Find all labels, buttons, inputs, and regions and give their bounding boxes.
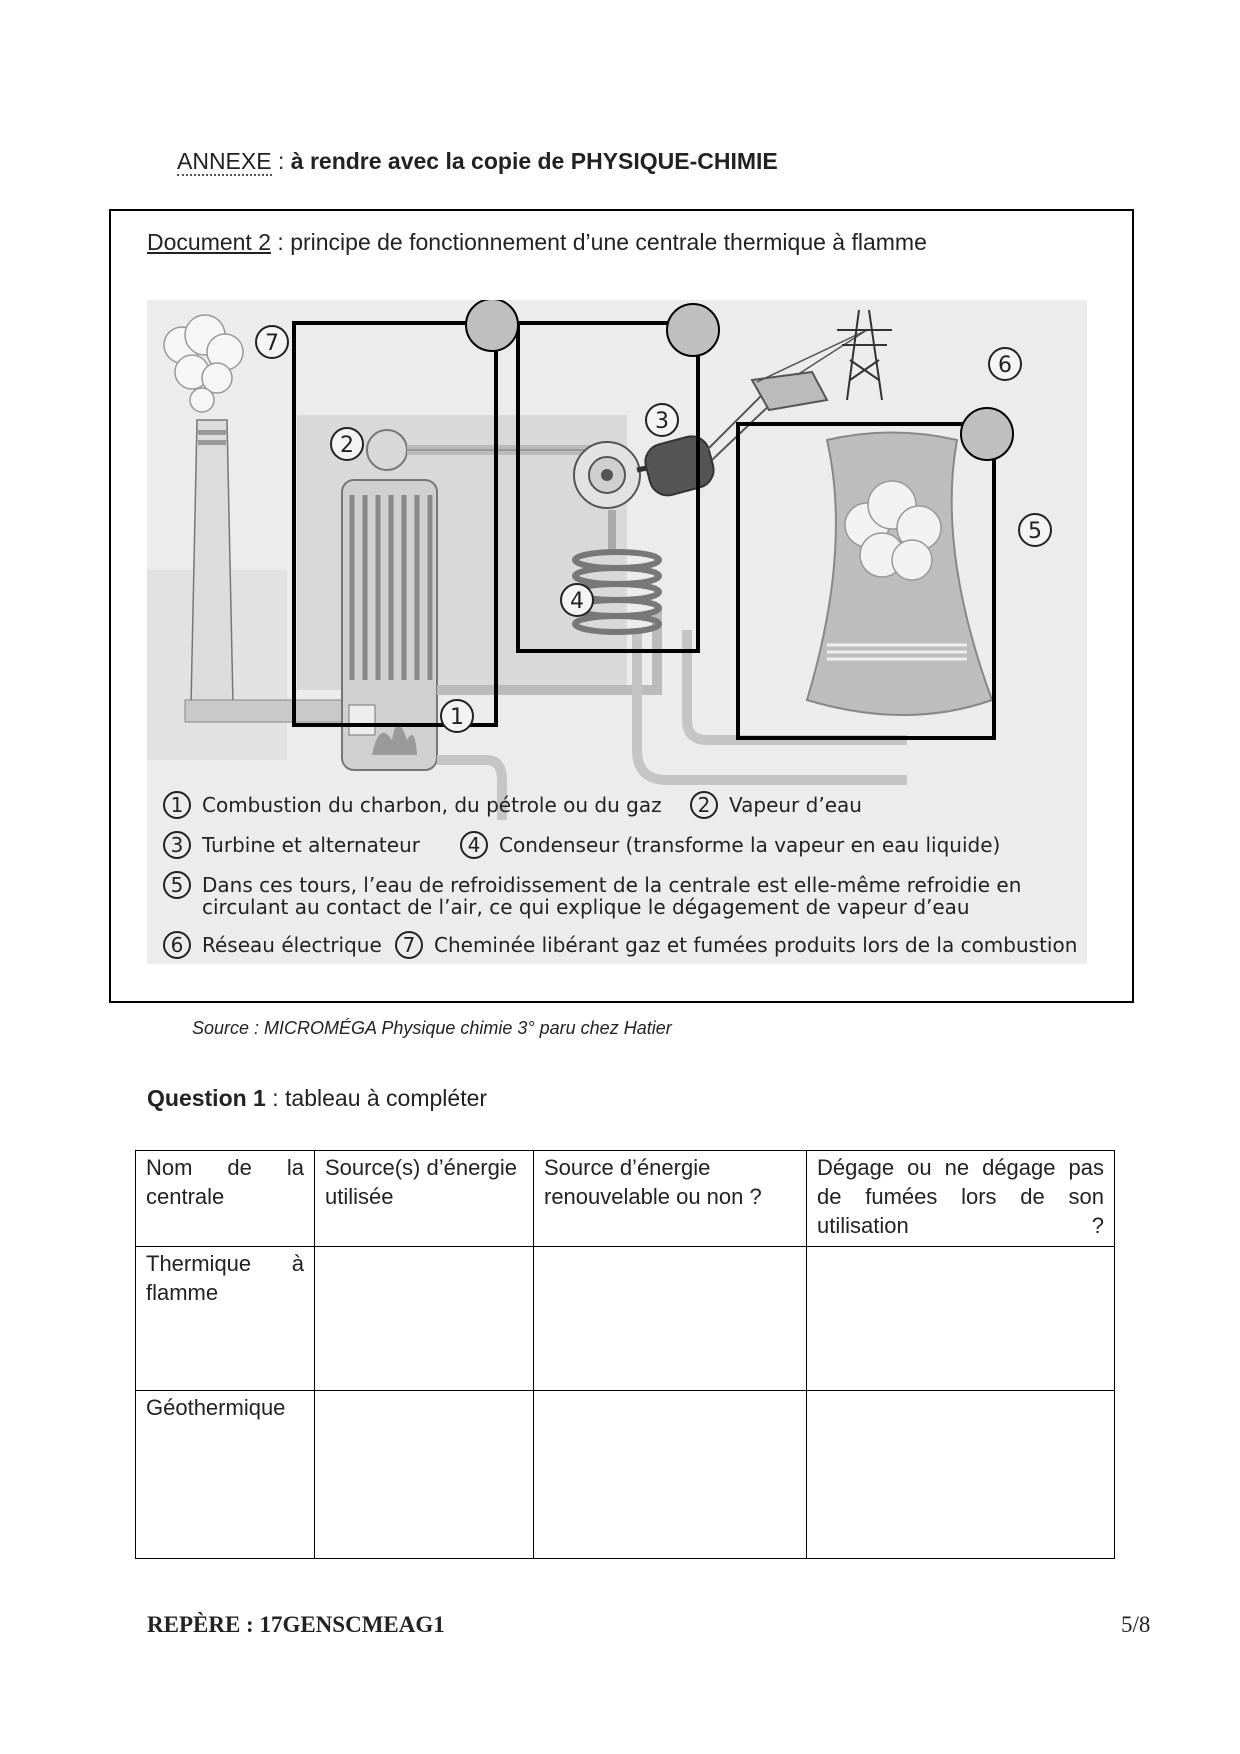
question-title (147, 1085, 487, 1112)
svg-text:2: 2 (697, 793, 711, 817)
header-renewable: Source d’énergie renouvelable ou non ? (534, 1151, 807, 1247)
marker-4 (561, 584, 593, 616)
svg-text:Combustion du charbon, du pétr: Combustion du charbon, du pétrole ou du gaz (202, 793, 662, 817)
marker-2 (331, 428, 363, 460)
marker-6 (989, 348, 1021, 380)
answer-table (135, 1150, 1115, 1559)
question-text: tableau à compléter (285, 1085, 488, 1111)
svg-text:Cheminée libérant gaz et fumée: Cheminée libérant gaz et fumées produits lors de la combustion (434, 933, 1078, 957)
table-row (136, 1247, 1115, 1391)
svg-text:Vapeur d’eau: Vapeur d’eau (729, 793, 862, 817)
legend-item-1 (164, 792, 662, 818)
annexe-text: à rendre avec la copie de PHYSIQUE-CHIMIE (290, 148, 778, 174)
answer-cell[interactable] (807, 1247, 1115, 1391)
row-name-thermique: Thermique à flamme (136, 1247, 315, 1391)
svg-text:7: 7 (402, 933, 416, 957)
turbine-icon (574, 442, 640, 508)
marker-1 (441, 700, 473, 732)
svg-text:5: 5 (170, 873, 184, 897)
svg-text:6: 6 (998, 353, 1012, 378)
marker-7 (256, 326, 288, 358)
boiler-icon (342, 430, 437, 770)
svg-text:2: 2 (340, 433, 354, 458)
question-label: Question 1 (147, 1085, 266, 1111)
svg-text:4: 4 (467, 833, 481, 857)
svg-text:6: 6 (170, 933, 184, 957)
document-separator: : (271, 229, 291, 255)
answer-cell[interactable] (315, 1247, 534, 1391)
annexe-label: ANNEXE (177, 148, 272, 174)
answer-cell[interactable] (534, 1247, 807, 1391)
table-row (136, 1391, 1115, 1559)
svg-text:Turbine et alternateur: Turbine et alternateur (202, 833, 420, 857)
row-name-geothermique: Géothermique (136, 1391, 315, 1559)
svg-text:Réseau électrique: Réseau électrique (202, 933, 382, 957)
answer-cell[interactable] (534, 1391, 807, 1559)
svg-text:4: 4 (570, 589, 584, 614)
answer-cell[interactable] (315, 1391, 534, 1559)
answer-circle[interactable] (667, 304, 719, 356)
source-note: Source : MICROMÉGA Physique chimie 3° paru chez Hatier (192, 1018, 672, 1038)
document-label: Document 2 (147, 229, 272, 255)
svg-text:3: 3 (655, 409, 669, 434)
svg-text:circulant au contact de l’air,: circulant au contact de l’air, ce qui explique le dégagement de vapeur d’eau (202, 895, 970, 919)
flue-duct (185, 700, 345, 722)
answer-circle[interactable] (961, 408, 1013, 460)
svg-text:5: 5 (1028, 519, 1042, 544)
legend-item-3 (164, 832, 421, 858)
legend-item-7 (396, 932, 1077, 958)
svg-text:1: 1 (450, 705, 464, 730)
power-plant-diagram (147, 300, 1087, 964)
footer-reference: REPÈRE : 17GENSCMEAG1 (147, 1612, 445, 1637)
header-name: Nom de la centrale (136, 1151, 315, 1247)
marker-5 (1019, 514, 1051, 546)
legend-item-5 (164, 872, 1021, 919)
table-header-row (136, 1151, 1115, 1247)
answer-circle[interactable] (466, 300, 518, 351)
svg-text:Dans ces tours, l’eau de refro: Dans ces tours, l’eau de refroidissement de la centrale est elle-même refroidie en (202, 873, 1022, 897)
svg-text:1: 1 (170, 793, 184, 817)
svg-text:Condenseur (transforme la vape: Condenseur (transforme la vapeur en eau liquide) (499, 833, 1001, 857)
header-sources: Source(s) d’énergie utilisée (315, 1151, 534, 1247)
marker-3 (646, 404, 678, 436)
document-title: principe de fonctionnement d’une centrale thermique à flamme (290, 229, 927, 255)
svg-text:7: 7 (265, 331, 279, 356)
svg-text:3: 3 (170, 833, 184, 857)
question-separator: : (265, 1085, 286, 1111)
answer-cell[interactable] (807, 1391, 1115, 1559)
header-smoke: Dégage ou ne dégage pas de fumées lors de son utilisation ? (807, 1151, 1115, 1247)
annexe-separator: : (271, 148, 291, 174)
legend-item-4 (461, 832, 1000, 858)
document-heading (147, 229, 927, 256)
footer-page-number: 5/8 (1121, 1612, 1151, 1637)
annexe-title (177, 148, 778, 175)
chimney-icon (191, 420, 233, 705)
